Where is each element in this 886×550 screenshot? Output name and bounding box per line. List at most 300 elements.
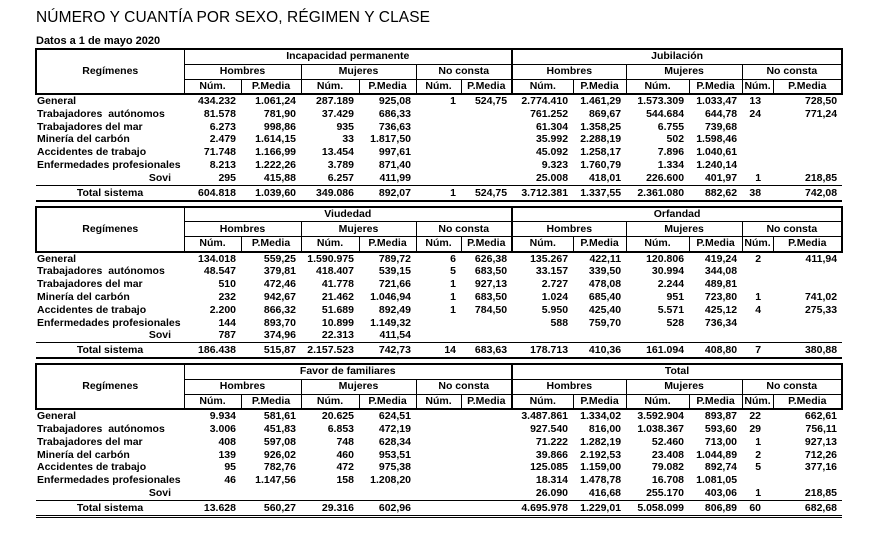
num-cell <box>416 108 461 121</box>
pmedia-cell: 2.288,19 <box>580 133 622 146</box>
measure-header: Núm. <box>626 237 689 252</box>
total-num-cell: 2.361.080 <box>626 185 689 201</box>
measure-header: P.Media <box>359 394 416 409</box>
num-cell: 21.462 <box>321 290 354 303</box>
measure-header: Núm. <box>301 394 359 409</box>
pmedia-cell: 2.192,53 <box>580 448 622 461</box>
num-cell: 460 <box>336 448 354 461</box>
pmedia-cell: 1.760,79 <box>580 158 622 171</box>
num-cell: 1.334 <box>657 158 685 171</box>
regimen-label-cell: Enfermedades profesionales <box>37 158 181 171</box>
measure-header: P.Media <box>359 79 416 94</box>
pmedia-cell <box>773 317 842 330</box>
num-cell: 33 <box>342 133 354 146</box>
pmedia-cell: 628,34 <box>378 435 411 448</box>
table-row <box>36 265 842 278</box>
table-row <box>36 423 842 436</box>
pmedia-cell: 1.817,50 <box>370 133 411 146</box>
regimen-label-cell: Enfermedades profesionales <box>37 474 181 487</box>
table-row <box>36 317 842 330</box>
sex-group-header: Hombres <box>512 379 626 394</box>
category-title: Favor de familiares <box>184 364 512 379</box>
total-num-cell: 3.712.381 <box>512 185 573 201</box>
num-cell: 9.323 <box>541 158 569 171</box>
pmedia-cell: 683,50 <box>474 265 508 278</box>
sex-group-header: Mujeres <box>301 222 416 237</box>
category-header-row <box>36 207 842 222</box>
pmedia-cell: 626,38 <box>474 252 508 265</box>
num-cell: 22 <box>749 410 762 423</box>
pmedia-cell: 784,50 <box>474 303 508 316</box>
measure-header: P.Media <box>773 237 842 252</box>
sex-group-header: Hombres <box>184 222 301 237</box>
num-cell: 3.487.861 <box>521 410 569 423</box>
total-pmedia-cell: 1.337,55 <box>573 185 626 201</box>
total-num-cell: 60 <box>742 500 773 516</box>
measure-header: Núm. <box>512 394 573 409</box>
regimenes-header: Regímenes <box>36 364 184 409</box>
pmedia-cell: 771,24 <box>805 107 838 120</box>
measure-header: Núm. <box>416 237 461 252</box>
num-cell: 1 <box>450 290 456 303</box>
total-pmedia-cell: 410,36 <box>573 343 626 359</box>
table-row <box>36 252 842 266</box>
table-row <box>36 291 842 304</box>
total-pmedia-cell: 882,62 <box>689 185 742 201</box>
pmedia-cell: 1.159,00 <box>580 461 622 474</box>
num-cell: 418.407 <box>316 265 354 278</box>
num-cell <box>416 317 461 330</box>
table-row <box>36 133 842 146</box>
num-cell <box>416 423 461 436</box>
measure-header: Núm. <box>742 237 773 252</box>
num-cell: 748 <box>336 435 354 448</box>
num-cell: 287.189 <box>316 95 354 107</box>
num-cell: 935 <box>336 120 354 133</box>
total-pmedia-cell: 892,07 <box>359 185 416 201</box>
num-cell <box>742 317 773 330</box>
measure-header: P.Media <box>461 79 512 94</box>
num-cell: 61.304 <box>535 120 569 133</box>
sex-group-header: Mujeres <box>301 64 416 79</box>
pmedia-cell: 339,50 <box>588 265 622 278</box>
pmedia-cell: 218,85 <box>805 171 838 184</box>
num-cell: 45.092 <box>535 146 569 159</box>
num-cell: 2.727 <box>541 278 569 291</box>
pmedia-cell <box>461 133 512 146</box>
pmedia-cell: 425,12 <box>704 303 738 316</box>
num-cell: 408 <box>218 435 236 448</box>
num-cell: 144 <box>218 316 236 329</box>
page-title: NÚMERO Y CUANTÍA POR SEXO, RÉGIMEN Y CLASE <box>36 9 431 26</box>
pmedia-cell: 1.222,26 <box>255 158 296 171</box>
num-cell: 3.006 <box>209 422 236 435</box>
regimen-label-cell: Minería del carbón <box>37 133 130 146</box>
pension-table-band-2 <box>35 206 843 360</box>
pension-tables-container <box>35 48 886 518</box>
num-cell: 761.252 <box>530 107 569 120</box>
measure-header: P.Media <box>773 79 842 94</box>
num-cell: 10.899 <box>321 316 354 329</box>
num-cell: 3.592.904 <box>637 410 685 423</box>
regimen-label-cell: Trabajadores autónomos <box>37 422 165 435</box>
total-num-cell: 1 <box>416 185 461 201</box>
measure-header: P.Media <box>241 237 301 252</box>
pmedia-cell: 756,11 <box>805 422 838 435</box>
total-pmedia-cell: 380,88 <box>773 343 842 359</box>
pmedia-cell: 275,33 <box>804 303 838 316</box>
pmedia-cell <box>773 329 842 342</box>
num-cell: 26.090 <box>535 486 569 499</box>
pmedia-cell: 593,60 <box>704 422 738 435</box>
num-cell <box>416 159 461 172</box>
sex-group-header: Hombres <box>184 379 301 394</box>
pmedia-cell <box>461 423 512 436</box>
pmedia-cell: 927,13 <box>474 278 508 291</box>
total-pmedia-cell <box>461 500 512 516</box>
pmedia-cell <box>689 329 742 342</box>
total-pmedia-cell: 806,89 <box>689 500 742 516</box>
pmedia-cell: 713,00 <box>704 435 738 448</box>
pmedia-cell: 789,72 <box>378 252 411 265</box>
sex-group-header: No consta <box>742 222 842 237</box>
pmedia-cell <box>461 449 512 462</box>
num-cell: 2.774.410 <box>521 95 569 107</box>
total-num-cell: 29.316 <box>301 500 359 516</box>
pmedia-cell: 892,74 <box>704 461 738 474</box>
table-row <box>36 121 842 134</box>
pmedia-cell: 418,01 <box>588 171 622 184</box>
total-num-cell: 178.713 <box>512 343 573 359</box>
total-num-cell: 13.628 <box>184 500 241 516</box>
measure-header: Núm. <box>301 79 359 94</box>
total-label-cell: Total sistema <box>36 343 184 359</box>
sex-group-header: No consta <box>416 64 512 79</box>
num-cell <box>742 329 773 342</box>
table-row <box>36 159 842 172</box>
num-cell <box>416 474 461 487</box>
pmedia-cell: 871,40 <box>378 158 411 171</box>
pmedia-cell: 416,68 <box>588 486 622 499</box>
category-header-row <box>36 49 842 64</box>
total-num-cell: 4.695.978 <box>512 500 573 516</box>
pmedia-cell: 683,50 <box>474 290 508 303</box>
pmedia-cell: 539,15 <box>378 265 411 278</box>
table-row <box>36 146 842 159</box>
pmedia-cell: 866,32 <box>263 303 296 316</box>
pmedia-cell: 781,90 <box>263 107 296 120</box>
num-cell <box>742 265 773 278</box>
num-cell: 135.267 <box>530 252 569 265</box>
pmedia-cell: 816,00 <box>588 422 622 435</box>
total-pmedia-cell: 560,27 <box>241 500 301 516</box>
pmedia-cell: 1.166,99 <box>255 146 296 159</box>
pmedia-cell: 892,49 <box>378 303 411 316</box>
num-cell: 48.547 <box>203 265 236 278</box>
num-cell: 13.454 <box>321 146 354 159</box>
num-cell: 1.024 <box>541 290 569 303</box>
pmedia-cell: 953,51 <box>378 448 411 461</box>
pmedia-cell: 975,38 <box>378 461 411 474</box>
pension-table-band-1 <box>35 48 843 202</box>
num-cell: 134.018 <box>198 252 236 265</box>
num-cell: 41.778 <box>321 278 354 291</box>
num-cell: 22.313 <box>321 329 354 342</box>
num-cell: 4 <box>755 303 762 316</box>
num-cell: 1 <box>755 290 762 303</box>
num-cell: 434.232 <box>198 95 236 107</box>
regimen-label-cell: General <box>37 410 77 423</box>
total-pmedia-cell: 408,80 <box>689 343 742 359</box>
measure-header: Núm. <box>512 79 573 94</box>
pmedia-cell <box>773 133 842 146</box>
num-cell: 502 <box>666 133 685 146</box>
table-row <box>36 474 842 487</box>
regimen-label-cell: Trabajadores del mar <box>37 278 143 291</box>
num-cell: 35.992 <box>535 133 569 146</box>
regimen-label-cell: Enfermedades profesionales <box>37 316 181 329</box>
measure-header: Núm. <box>742 79 773 94</box>
category-title: Jubilación <box>512 49 842 64</box>
table-row <box>36 94 842 108</box>
pmedia-cell <box>241 487 301 500</box>
table-row <box>36 278 842 291</box>
pmedia-cell <box>461 172 512 185</box>
num-cell: 510 <box>218 278 236 291</box>
total-pmedia-cell: 742,08 <box>773 185 842 201</box>
pmedia-cell <box>461 317 512 330</box>
pmedia-cell <box>461 121 512 134</box>
pmedia-cell: 1.258,17 <box>580 146 622 159</box>
sex-group-header: Mujeres <box>301 379 416 394</box>
num-cell: 1.590.975 <box>307 252 354 265</box>
measure-header: Núm. <box>626 79 689 94</box>
pmedia-cell: 869,67 <box>588 107 622 120</box>
category-title: Viudedad <box>184 207 512 222</box>
pmedia-cell: 728,50 <box>805 95 838 107</box>
pmedia-cell: 422,11 <box>589 252 622 265</box>
num-cell: 25.008 <box>535 171 569 184</box>
num-cell: 5.571 <box>657 303 685 316</box>
pmedia-cell: 741,02 <box>804 290 838 303</box>
pmedia-cell <box>461 329 512 342</box>
pmedia-cell <box>461 474 512 487</box>
pmedia-cell: 782,76 <box>263 461 296 474</box>
num-cell: 226.600 <box>646 171 685 184</box>
sex-group-header: No consta <box>416 222 512 237</box>
total-pmedia-cell: 1.229,01 <box>573 500 626 516</box>
measure-header: P.Media <box>573 394 626 409</box>
pmedia-cell: 759,70 <box>588 316 622 329</box>
table-row <box>36 172 842 185</box>
num-cell: 528 <box>666 316 685 329</box>
pmedia-cell <box>773 474 842 487</box>
num-cell: 472 <box>336 461 354 474</box>
num-cell <box>742 133 773 146</box>
pmedia-cell: 403,06 <box>704 486 738 499</box>
num-cell: 7.896 <box>657 146 685 159</box>
total-label-cell: Total sistema <box>36 185 184 201</box>
pmedia-cell: 419,24 <box>704 252 738 265</box>
num-cell: 1 <box>755 435 762 448</box>
num-cell: 255.170 <box>646 486 685 499</box>
total-pmedia-cell: 682,68 <box>773 500 842 516</box>
num-cell <box>512 329 573 342</box>
pmedia-cell: 1.614,15 <box>255 133 296 146</box>
pmedia-cell <box>461 108 512 121</box>
num-cell: 588 <box>550 316 569 329</box>
num-cell: 13 <box>749 95 762 107</box>
measure-header: Núm. <box>184 79 241 94</box>
pmedia-cell: 1.044,89 <box>696 448 738 461</box>
total-num-cell: 161.094 <box>626 343 689 359</box>
num-cell: 6.755 <box>657 120 685 133</box>
pmedia-cell: 411,54 <box>379 329 411 342</box>
measure-header: P.Media <box>689 394 742 409</box>
total-pmedia-cell: 515,87 <box>241 343 301 359</box>
num-cell: 1 <box>450 303 456 316</box>
pmedia-cell: 685,40 <box>588 290 622 303</box>
total-num-cell: 14 <box>416 343 461 359</box>
num-cell <box>416 436 461 449</box>
pmedia-cell: 1.147,56 <box>255 474 296 487</box>
num-cell: 544.684 <box>646 107 685 120</box>
num-cell: 23.408 <box>651 448 685 461</box>
total-num-cell: 349.086 <box>301 185 359 201</box>
regimen-label-cell: Trabajadores del mar <box>37 435 143 448</box>
pmedia-cell: 597,08 <box>263 435 296 448</box>
total-num-cell <box>416 500 461 516</box>
total-pmedia-cell: 683,63 <box>461 343 512 359</box>
pmedia-cell: 379,81 <box>263 265 296 278</box>
num-cell: 71.222 <box>535 435 569 448</box>
table-row <box>36 487 842 500</box>
num-cell <box>416 409 461 423</box>
pmedia-cell: 374,96 <box>263 329 296 342</box>
total-pmedia-cell: 602,96 <box>359 500 416 516</box>
regimen-label-cell: Accidentes de trabajo <box>37 461 147 474</box>
pmedia-cell: 736,63 <box>378 120 411 133</box>
pmedia-cell: 1.478,78 <box>580 474 622 487</box>
pmedia-cell: 1.334,02 <box>580 410 622 423</box>
num-cell <box>184 487 241 500</box>
pmedia-cell: 1.040,61 <box>696 146 738 159</box>
num-cell: 2 <box>755 448 762 461</box>
pmedia-cell <box>773 278 842 291</box>
num-cell <box>416 146 461 159</box>
pmedia-cell: 1.046,94 <box>370 290 411 303</box>
pmedia-cell <box>461 409 512 423</box>
regimen-label-cell: Trabajadores autónomos <box>37 265 165 278</box>
measure-header: P.Media <box>689 237 742 252</box>
table-row <box>36 449 842 462</box>
total-row <box>36 185 842 201</box>
pmedia-cell: 218,85 <box>804 486 838 499</box>
regimen-label-cell: Trabajadores autónomos <box>37 107 165 120</box>
pmedia-cell <box>461 461 512 474</box>
num-cell: 33.157 <box>535 265 569 278</box>
num-cell: 927.540 <box>530 422 569 435</box>
pmedia-cell: 559,25 <box>263 252 296 265</box>
num-cell <box>416 121 461 134</box>
pmedia-cell: 524,75 <box>474 95 508 107</box>
num-cell: 39.866 <box>535 448 569 461</box>
num-cell: 71.748 <box>203 146 236 159</box>
total-row <box>36 500 842 516</box>
category-title: Incapacidad permanente <box>184 49 512 64</box>
pmedia-cell: 624,51 <box>378 410 411 423</box>
num-cell: 2.479 <box>209 133 236 146</box>
measure-header: P.Media <box>573 79 626 94</box>
num-cell: 6.273 <box>209 120 236 133</box>
num-cell <box>416 487 461 500</box>
num-cell: 1 <box>755 171 762 184</box>
measure-header: P.Media <box>573 237 626 252</box>
num-cell: 16.708 <box>651 474 685 487</box>
pmedia-cell: 411,94 <box>805 252 838 265</box>
num-cell <box>742 146 773 159</box>
pmedia-cell: 344,08 <box>704 265 738 278</box>
num-cell: 295 <box>218 171 236 184</box>
pmedia-cell: 1.358,25 <box>580 120 622 133</box>
num-cell <box>742 474 773 487</box>
measure-header: P.Media <box>689 79 742 94</box>
pmedia-cell: 997,61 <box>378 146 411 159</box>
measure-header: Núm. <box>626 394 689 409</box>
sex-group-header: No consta <box>416 379 512 394</box>
num-cell: 1 <box>755 486 762 499</box>
total-label-cell: Total sistema <box>36 500 184 516</box>
num-cell: 2.244 <box>657 278 685 291</box>
measure-header: P.Media <box>241 394 301 409</box>
num-cell <box>416 449 461 462</box>
num-cell: 951 <box>666 290 685 303</box>
num-cell <box>742 278 773 291</box>
num-cell: 6 <box>450 252 456 265</box>
pmedia-cell <box>461 436 512 449</box>
pmedia-cell: 723,80 <box>704 290 738 303</box>
pmedia-cell: 489,81 <box>704 278 738 291</box>
regimen-label-cell: Minería del carbón <box>37 290 130 303</box>
pmedia-cell: 721,66 <box>378 278 411 291</box>
pmedia-cell <box>773 159 842 172</box>
pmedia-cell <box>773 121 842 134</box>
pmedia-cell: 472,46 <box>263 278 296 291</box>
num-cell: 52.460 <box>651 435 685 448</box>
pmedia-cell: 1.461,29 <box>580 95 622 107</box>
num-cell: 5.950 <box>541 303 569 316</box>
pmedia-cell: 1.033,47 <box>696 95 738 107</box>
num-cell: 3.789 <box>327 158 354 171</box>
table-row <box>36 436 842 449</box>
num-cell: 51.689 <box>321 303 354 316</box>
regimen-label-cell: Accidentes de trabajo <box>37 146 147 159</box>
regimen-label-cell: General <box>37 95 77 107</box>
num-cell: 29 <box>749 422 762 435</box>
num-cell: 6.853 <box>327 422 354 435</box>
num-cell <box>416 133 461 146</box>
pmedia-cell: 425,40 <box>588 303 622 316</box>
num-cell <box>416 172 461 185</box>
num-cell: 2.200 <box>209 303 236 316</box>
regimen-label-cell: Trabajadores del mar <box>37 120 143 133</box>
total-num-cell: 7 <box>742 343 773 359</box>
regimen-label-cell: Sovi <box>148 171 171 184</box>
num-cell: 79.082 <box>651 461 685 474</box>
num-cell: 1.038.367 <box>637 422 685 435</box>
num-cell: 24 <box>749 107 762 120</box>
num-cell <box>416 461 461 474</box>
